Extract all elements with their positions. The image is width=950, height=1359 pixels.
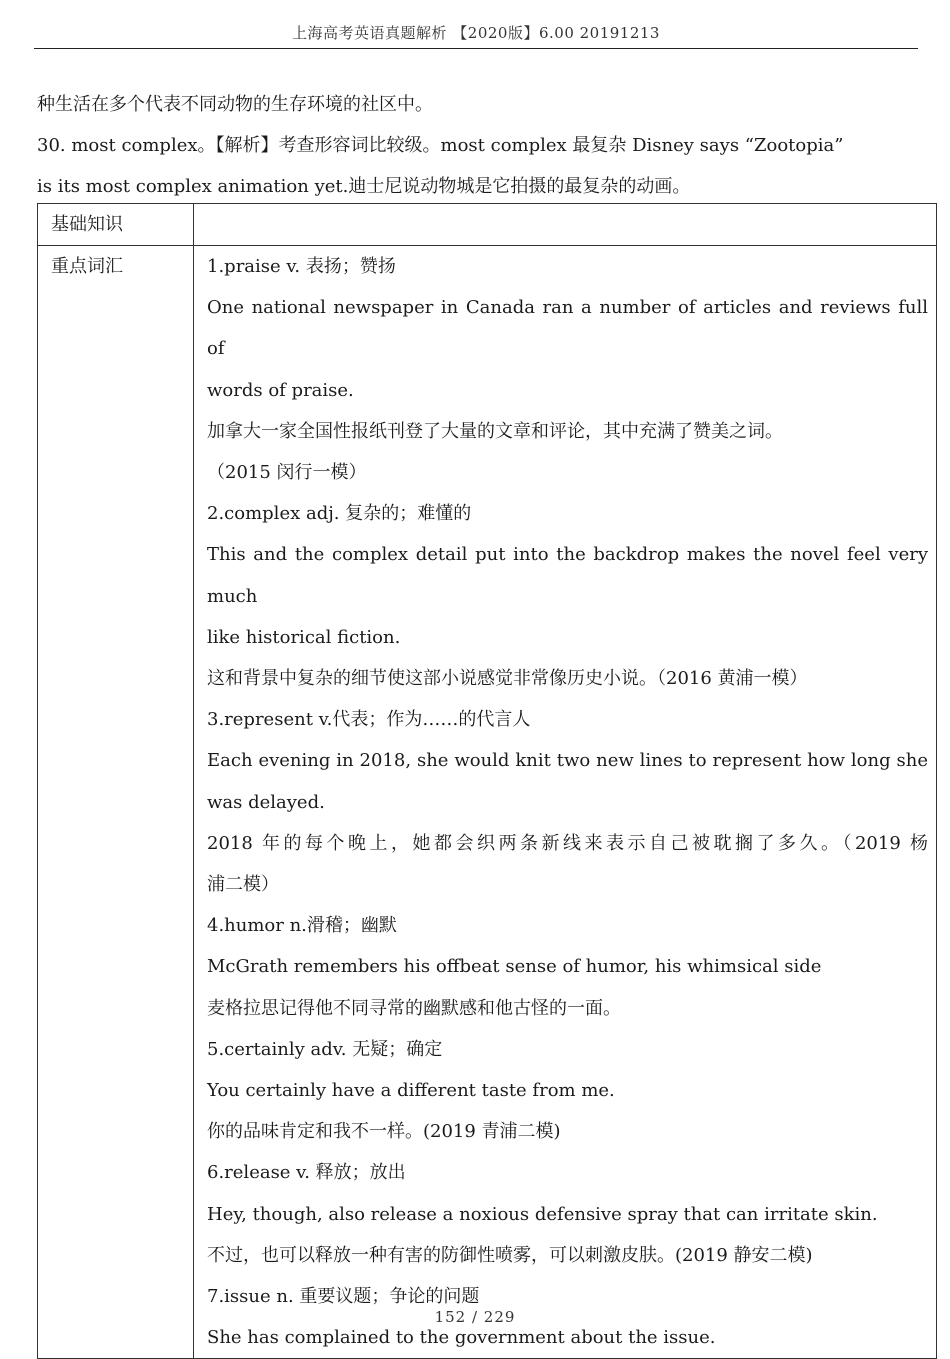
entry-line: 3.represent v.代表；作为……的代言人 (207, 709, 531, 731)
entry-line: like historical fiction. (207, 626, 401, 648)
entry-line: 你的品味肯定和我不一样。(2019 青浦二模) (207, 1121, 561, 1143)
entry-line: Each evening in 2018, she would knit two new lines to represent how long she (207, 750, 928, 772)
header-title: 上海高考英语真题解析 【2020版】6.00 20191213 (292, 24, 660, 42)
entry-line: 4.humor n.滑稽；幽默 (207, 915, 397, 937)
entry-line: McGrath remembers his offbeat sense of humor, his whimsical side (207, 956, 822, 978)
table-row (38, 246, 936, 1358)
section-label: 重点词汇 (38, 246, 194, 1358)
intro-line: 30. most complex。【解析】考查形容词比较级。most complex 最复杂 Disney says “Zootopia” (37, 135, 844, 156)
page-number: 152 / 229 (434, 1308, 516, 1326)
intro-line: is its most complex animation yet.迪士尼说动物城是它拍摄的最复杂的动画。 (37, 176, 691, 197)
entry-line: You certainly have a different taste from me. (207, 1080, 615, 1102)
entry-line: 2.complex adj. 复杂的；难懂的 (207, 503, 472, 525)
entry-line: Hey, though, also release a noxious defensive spray that can irritate skin. (207, 1203, 878, 1225)
table-header-row (38, 204, 936, 246)
entry-line: 麦格拉思记得他不同寻常的幽默感和他古怪的一面。 (207, 997, 621, 1019)
entry-line: This and the complex detail put into the backdrop makes the novel feel very much (207, 544, 928, 607)
entry-line: 6.release v. 释放；放出 (207, 1162, 406, 1184)
intro-line: 种生活在多个代表不同动物的生存环境的社区中。 (37, 94, 433, 115)
entry-line: （2015 闵行一模） (207, 462, 367, 484)
page-footer (0, 1308, 950, 1326)
entry-line: 不过，也可以释放一种有害的防御性喷雾，可以刺激皮肤。(2019 静安二模) (207, 1244, 813, 1266)
entry-line: words of praise. (207, 379, 354, 401)
entry-line: 加拿大一家全国性报纸刊登了大量的文章和评论，其中充满了赞美之词。 (207, 420, 783, 442)
entry-line: 1.praise v. 表扬；赞扬 (207, 256, 396, 277)
header-cell-right (194, 204, 936, 245)
entry-line: 7.issue n. 重要议题；争论的问题 (207, 1286, 480, 1308)
vocabulary-table (37, 203, 937, 1359)
header-cell-left: 基础知识 (38, 204, 194, 245)
entry-line: One national newspaper in Canada ran a number of articles and reviews full of (207, 297, 928, 360)
entry-line: 这和背景中复杂的细节使这部小说感觉非常像历史小说。（2016 黄浦一模） (207, 668, 808, 690)
entry-line: was delayed. (207, 791, 325, 813)
entry-line: She has complained to the government about the issue. (207, 1327, 716, 1349)
vocabulary-content (194, 246, 936, 1358)
entry-line: 2018 年的每个晚上，她都会织两条新线来表示自己被耽搁了多久。（2019 杨 (207, 832, 928, 854)
intro-text (37, 84, 917, 207)
entry-line: 5.certainly adv. 无疑；确定 (207, 1038, 443, 1060)
entry-line: 浦二模） (207, 874, 279, 896)
page-header (34, 22, 918, 49)
